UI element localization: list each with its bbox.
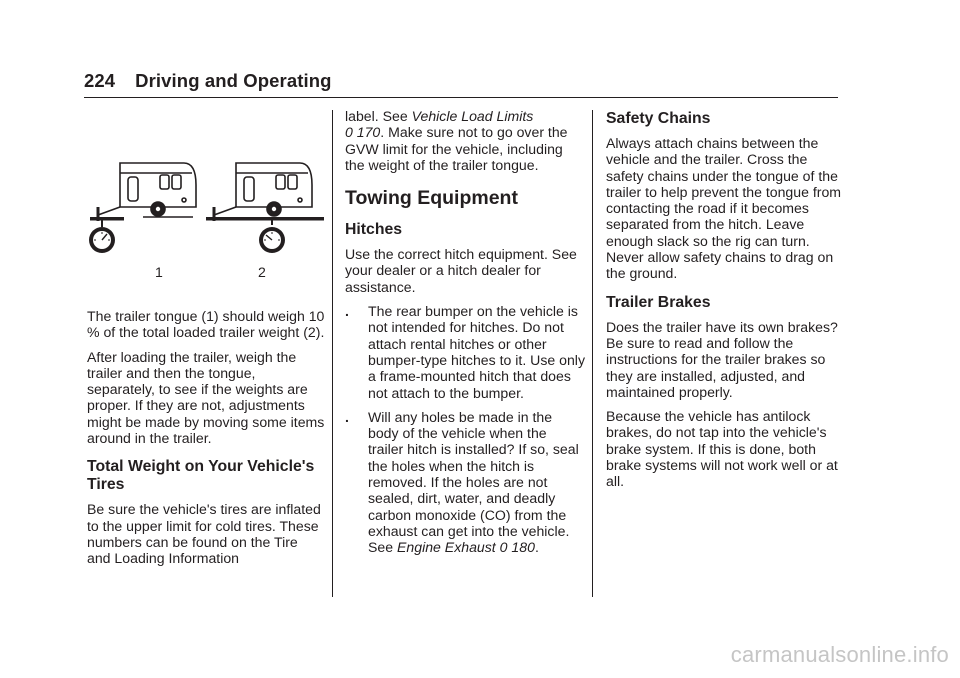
header-rule bbox=[84, 97, 838, 98]
column-divider-left bbox=[332, 110, 333, 597]
section-title: Driving and Operating bbox=[135, 70, 332, 91]
bullet-holes: . Will any holes be made in the body of the vehicle when the trailer hitch is installed? If so, seal the holes when the hitch is removed. If the holes are not sealed, dirt, water, and deadly carbon monoxide (CO) from the exhaust can get into the vehicle. See Engine Exhaust 0 180. bbox=[345, 408, 579, 556]
paragraph-continued: label. See Vehicle Load Limits 0 170. Make sure not to go over the GVW limit for the vehicle, including the weight of the trailer tongue. bbox=[345, 108, 568, 173]
bullet-rear-bumper: . The rear bumper on the vehicle is not intended for hitches. Do not attach rental hitches or other bumper-type hitches to it. Use only a frame-mounted hitch that does not attach to the bumper. bbox=[345, 303, 585, 401]
paragraph-tongue-weight: The trailer tongue (1) should weigh 10 % of the total loaded trailer weight (2). bbox=[87, 308, 325, 341]
paragraph-trailer-brakes-1: Does the trailer have its own brakes? Be sure to read and follow the instructions for the trailer brakes so they are installed, adjusted, and maintained properly. bbox=[606, 318, 838, 400]
page-header bbox=[84, 70, 332, 92]
trailer-illustration-2 bbox=[214, 163, 312, 221]
paragraph-weigh-trailer: After loading the trailer, weigh the trailer and then the tongue, separately, to see if the weights are proper. If they are not, adjustments might be made by moving some items around in the trailer. bbox=[87, 348, 325, 447]
figure-label-1: 1 bbox=[155, 264, 163, 280]
watermark: carmanualsonline.info bbox=[730, 642, 949, 667]
column-left bbox=[87, 308, 325, 575]
paragraph-hitches: Use the correct hitch equipment. See your dealer or a hitch dealer for assistance. bbox=[345, 246, 577, 295]
figure-label-2: 2 bbox=[258, 264, 266, 280]
trailer-illustration-1 bbox=[98, 163, 196, 221]
column-right bbox=[606, 110, 846, 498]
trailer-weighing-illustration bbox=[88, 145, 328, 285]
column-middle bbox=[345, 108, 585, 564]
trailer-scale-platform bbox=[206, 217, 324, 221]
scale-dial-2 bbox=[259, 227, 285, 253]
heading-safety-chains: Safety Chains bbox=[606, 110, 711, 127]
heading-total-weight: Total Weight on Your Vehicle's Tires bbox=[87, 458, 315, 494]
scale-dial-1 bbox=[89, 227, 115, 253]
heading-hitches: Hitches bbox=[345, 221, 403, 239]
link-vehicle-load-limits[interactable]: Vehicle Load Limits bbox=[411, 108, 534, 124]
page-number: 224 bbox=[84, 70, 116, 91]
page-ref-180[interactable]: 0 180 bbox=[499, 539, 535, 556]
page-ref-170[interactable]: 0 170 bbox=[345, 124, 381, 141]
paragraph-tire-inflation: Be sure the vehicle's tires are inflated to the upper limit for cold tires. These numbers can be found on the Tire and Loading Information bbox=[87, 501, 321, 567]
paragraph-safety-chains: Always attach chains between the vehicle and the trailer. Cross the safety chains under the tongue of the trailer to help prevent the tongue from contacting the road if it becomes separated from the hitch. Leave enough slack so the rig can turn. Never allow safety chains to drag on the ground. bbox=[606, 135, 842, 282]
bullet-mark: . bbox=[345, 408, 349, 425]
heading-trailer-brakes: Trailer Brakes bbox=[606, 293, 711, 311]
paragraph-trailer-brakes-2: Because the vehicle has antilock brakes, do not tap into the vehicle's brake system. If this is done, both brake systems will not work well or at all. bbox=[606, 408, 838, 490]
tongue-scale-platform bbox=[90, 217, 124, 221]
bullet-mark: . bbox=[345, 303, 349, 320]
column-divider-right bbox=[592, 110, 593, 597]
link-engine-exhaust[interactable]: Engine Exhaust bbox=[397, 539, 496, 556]
heading-towing-equipment: Towing Equipment bbox=[345, 187, 518, 210]
